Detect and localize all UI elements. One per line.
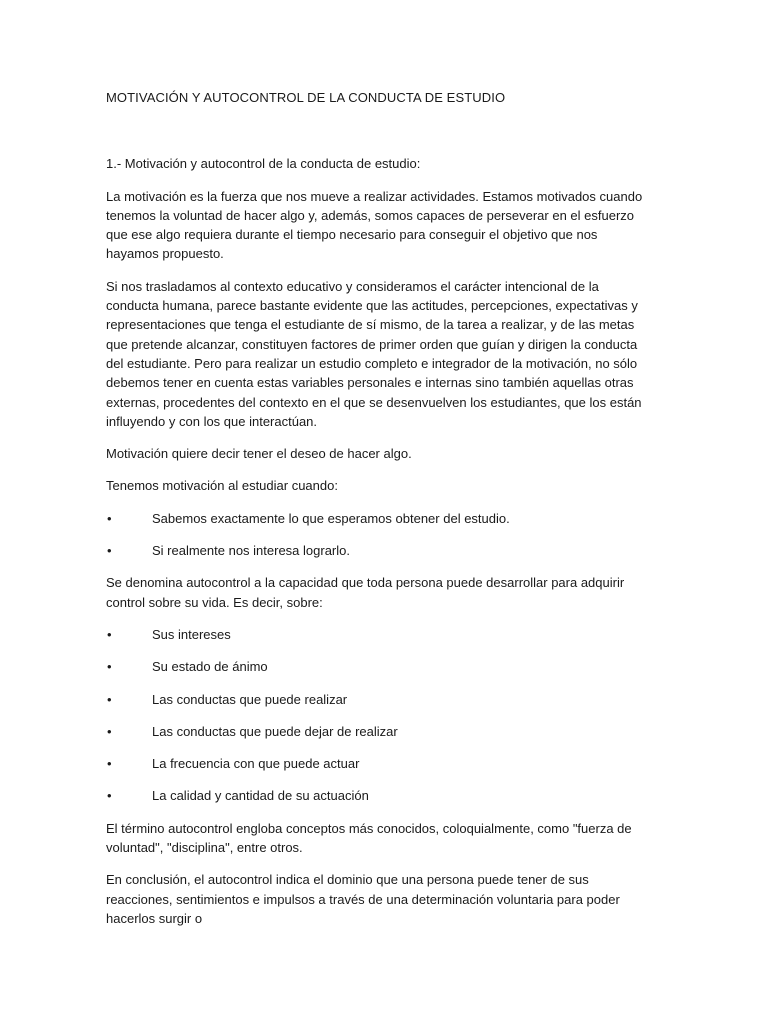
section-heading: 1.- Motivación y autocontrol de la conducta de estudio: [106, 156, 421, 172]
list-item-text: La frecuencia con que puede actuar [152, 756, 360, 772]
list-item-text: Si realmente nos interesa lograrlo. [152, 543, 350, 559]
bullet-icon: • [107, 691, 112, 707]
list-item [106, 625, 646, 644]
paragraph-motivation-intro: Tenemos motivación al estudiar cuando: [106, 478, 338, 494]
list-item [106, 509, 646, 528]
paragraph-motivation-definition: La motivación es la fuerza que nos mueve a realizar actividades. Estamos motivados cuando tenemos la voluntad de hacer algo y, además, somos capaces de perseverar en el esfuerzo que ese algo requiera durante el tiempo necesario para conseguir el objetivo que nos hayamos propuesto. [106, 188, 643, 262]
motivation-list [106, 509, 646, 561]
list-item-text: Las conductas que puede dejar de realizar [152, 723, 398, 739]
bullet-icon: • [107, 756, 112, 772]
paragraph-autocontrol-concepts: El término autocontrol engloba conceptos más conocidos, coloquialmente, como "fuerza de voluntad", "disciplina", entre otros. [106, 820, 632, 856]
document-title: MOTIVACIÓN Y AUTOCONTROL DE LA CONDUCTA DE ESTUDIO [106, 90, 506, 105]
list-item [106, 722, 646, 741]
list-item-text: Su estado de ánimo [152, 659, 268, 675]
list-item [106, 754, 646, 773]
bullet-icon: • [107, 543, 112, 559]
list-item-text: Las conductas que puede realizar [152, 691, 348, 707]
bullet-icon: • [107, 723, 112, 739]
list-item-text: Sabemos exactamente lo que esperamos obtener del estudio. [152, 510, 510, 526]
list-item-text: La calidad y cantidad de su actuación [152, 788, 369, 804]
paragraph-autocontrol-definition: Se denomina autocontrol a la capacidad que toda persona puede desarrollar para adquirir control sobre su vida. Es decir, sobre: [106, 575, 625, 610]
bullet-icon: • [107, 659, 112, 675]
paragraph-educational-context: Si nos trasladamos al contexto educativo y consideramos el carácter intencional de la conducta humana, parece bastante evidente que las actitudes, percepciones, expectativas y representaciones que tenga el estudiante de sí mismo, de la tarea a realizar, y de las metas que pretende alcanzar, constituyen factores de primer orden que guían y dirigen la conducta del estudiante. Pero para realizar un estudio completo e integrador de la motivación, no sólo debemos tener en cuenta estas variables personales e internas sino también aquellas otras externas, procedentes del contexto en el que se desenvuelven los estudiantes, que los están influyendo y con los que interactúan. [106, 278, 642, 429]
list-item [106, 786, 646, 805]
list-item-text: Sus intereses [152, 626, 231, 642]
paragraph-conclusion: En conclusión, el autocontrol indica el dominio que una persona puede tener de sus reacciones, sentimientos e impulsos a través de una determinación voluntaria para poder hacerlos surgir o [106, 872, 620, 926]
paragraph-motivation-meaning: Motivación quiere decir tener el deseo de hacer algo. [106, 446, 412, 462]
list-item [106, 657, 646, 676]
bullet-icon: • [107, 510, 112, 526]
list-item [106, 541, 646, 560]
bullet-icon: • [107, 788, 112, 804]
list-item [106, 690, 646, 709]
autocontrol-list [106, 625, 646, 806]
bullet-icon: • [107, 626, 112, 642]
document-page [106, 88, 646, 941]
